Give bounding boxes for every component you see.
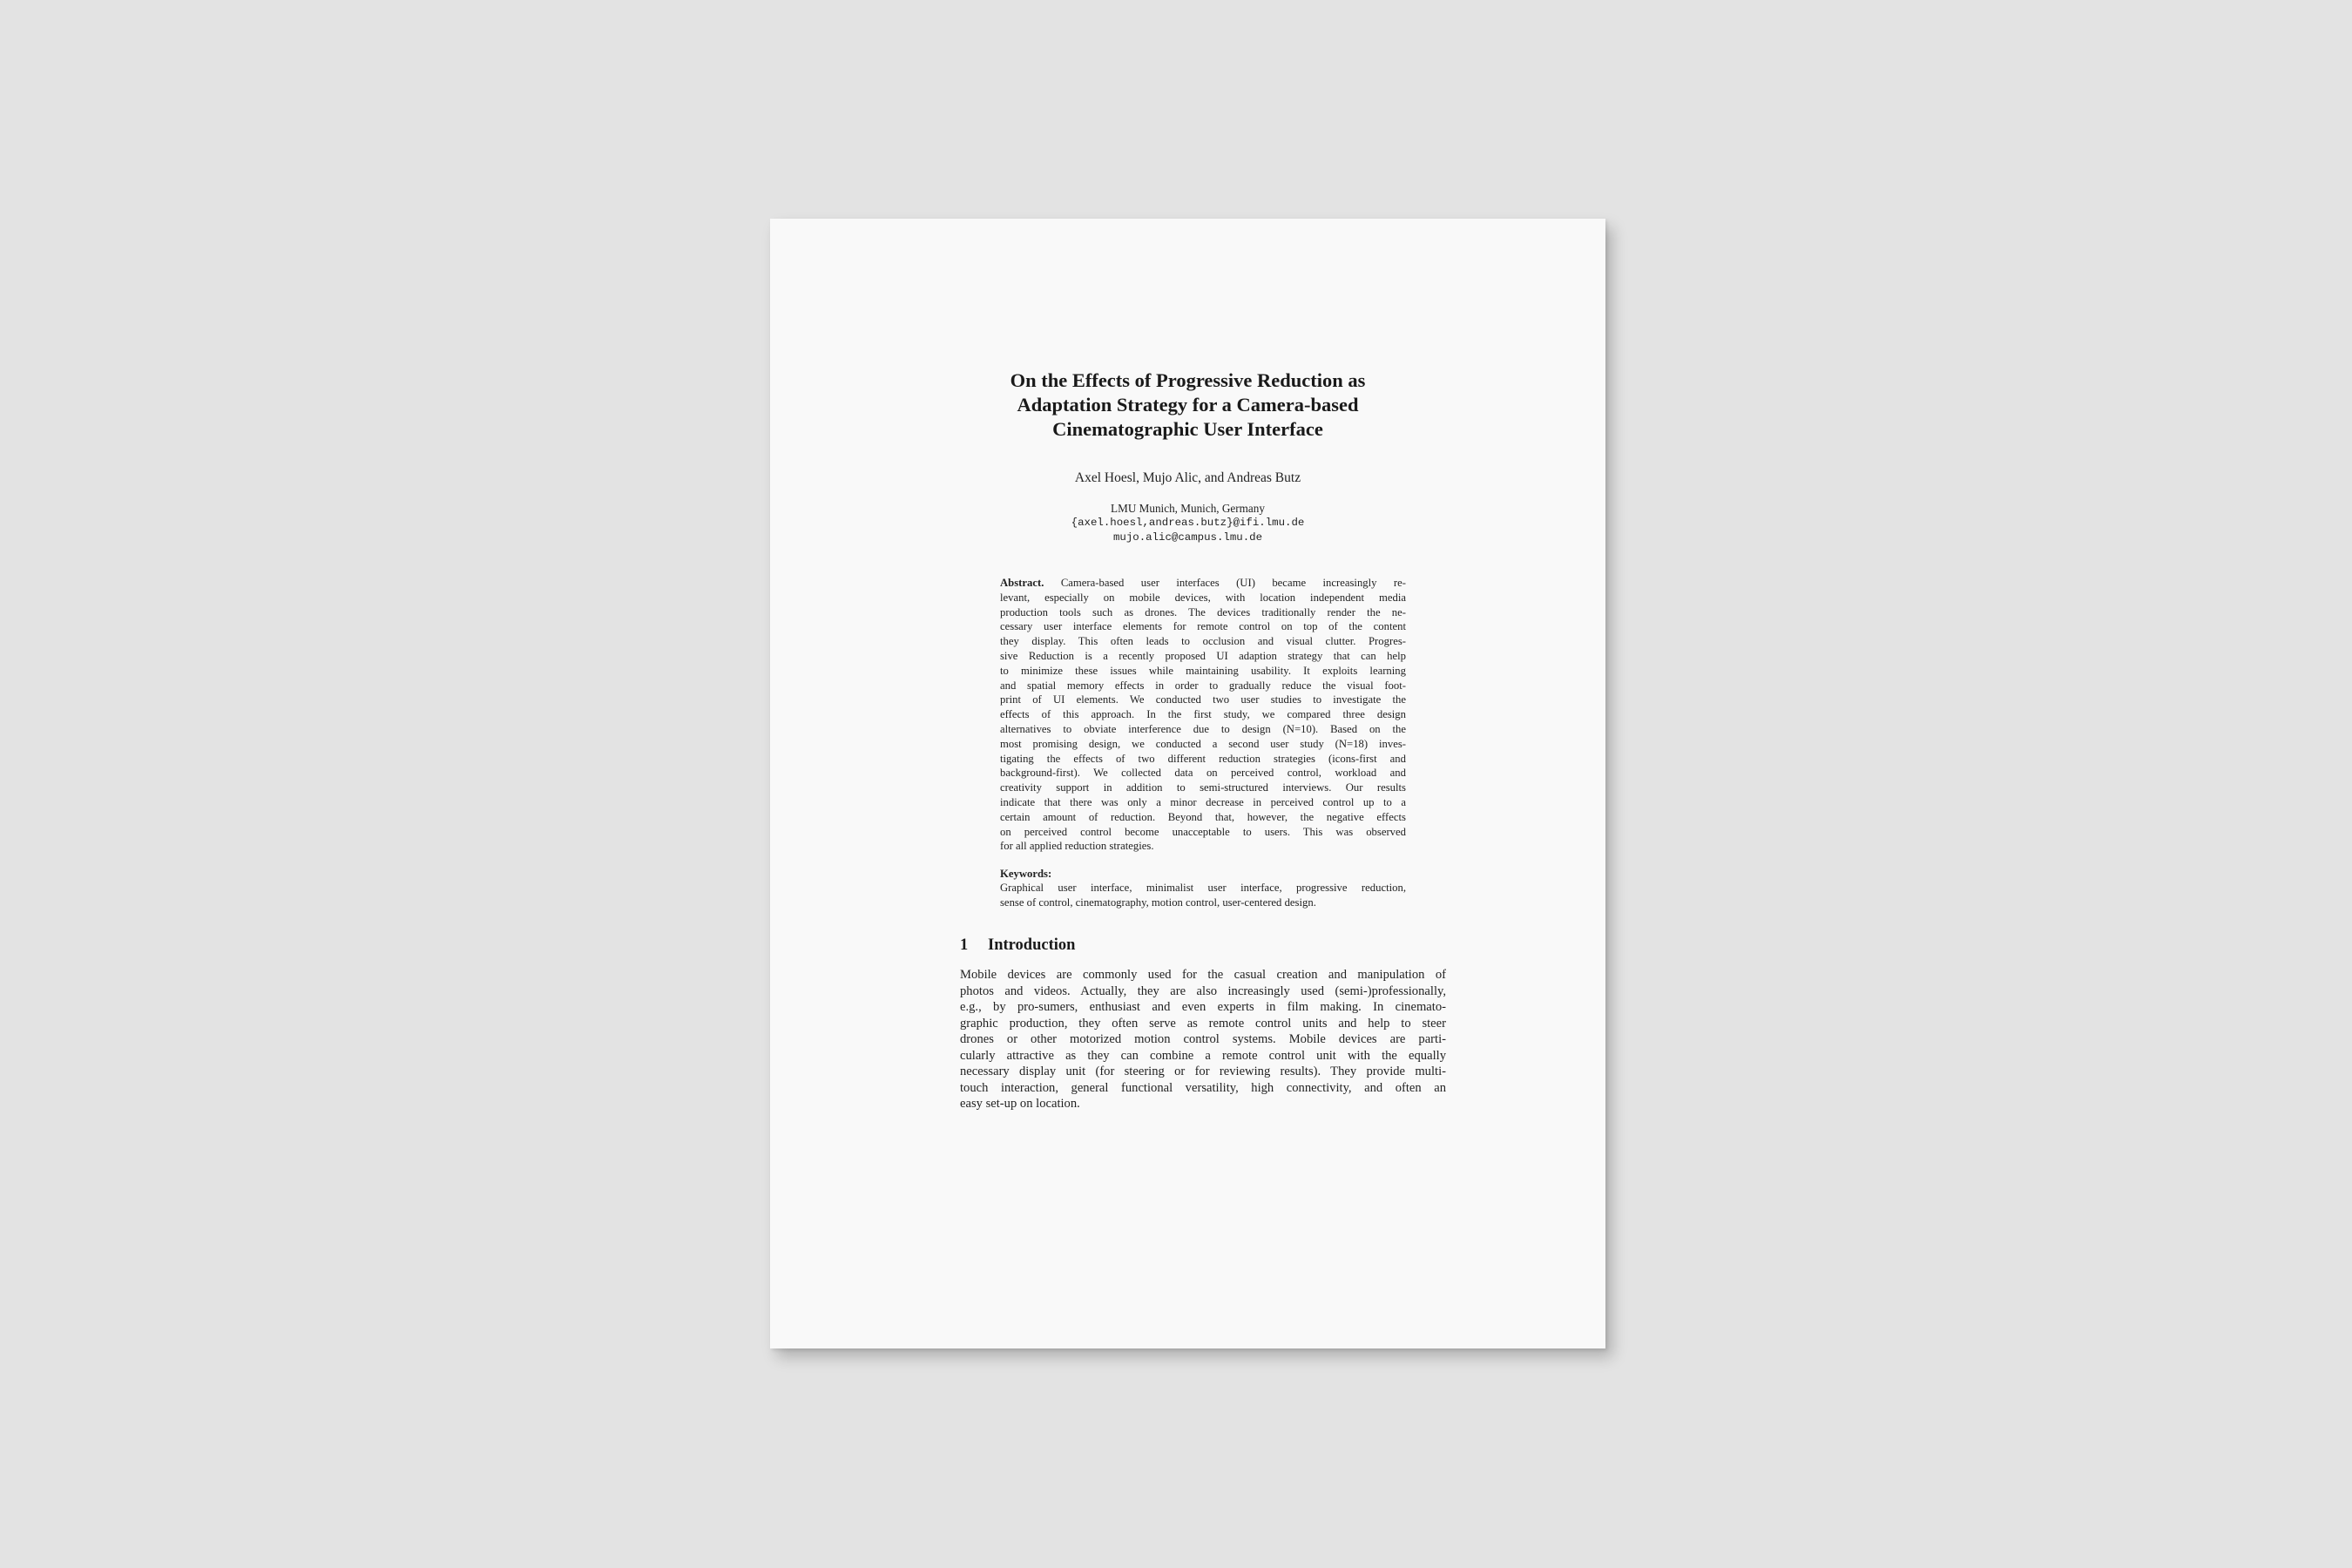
- abstract-line: indicate that there was only a minor decrease in perceived control up to a: [1000, 795, 1406, 808]
- abstract-line: alternatives to obviate interference due to design (N=10). Based on the: [1000, 722, 1406, 735]
- abstract-line: and spatial memory effects in order to gradually reduce the visual foot-: [1000, 679, 1406, 692]
- affiliation: LMU Munich, Munich, Germany: [1111, 502, 1265, 515]
- abstract: [1000, 576, 1406, 854]
- abstract-line: sive Reduction is a recently proposed UI adaption strategy that can help: [1000, 649, 1406, 662]
- body-line: touch interaction, general functional versatility, high connectivity, and often an: [960, 1080, 1446, 1095]
- abstract-line: print of UI elements. We conducted two user studies to investigate the: [1000, 693, 1406, 706]
- abstract-line: to minimize these issues while maintaining usability. It exploits learning: [1000, 664, 1406, 677]
- abstract-line: they display. This often leads to occlusion and visual clutter. Progres-: [1000, 635, 1406, 648]
- section-heading: [960, 936, 1075, 955]
- abstract-line: [1000, 576, 1406, 591]
- body-line: drones or other motorized motion control systems. Mobile devices are parti-: [960, 1032, 1446, 1046]
- abstract-line: most promising design, we conducted a second user study (N=18) inves-: [1000, 737, 1406, 750]
- introduction-paragraph: [960, 967, 1446, 1112]
- body-line: easy set-up on location.: [960, 1097, 1080, 1111]
- body-line: e.g., by pro-sumers, enthusiast and even experts in film making. In cinemato-: [960, 1000, 1446, 1014]
- abstract-line: certain amount of reduction. Beyond that, however, the negative effects: [1000, 810, 1406, 823]
- section-number: 1: [960, 936, 969, 954]
- title-line: Cinematographic User Interface: [1052, 418, 1323, 440]
- title-line: Adaptation Strategy for a Camera-based: [1017, 394, 1359, 416]
- abstract-line: creativity support in addition to semi-structured interviews. Our results: [1000, 781, 1406, 794]
- author-list: Axel Hoesl, Mujo Alic, and Andreas Butz: [1074, 470, 1301, 485]
- keywords: [1000, 881, 1406, 910]
- abstract-line: on perceived control become unacceptable to users. This was observed: [1000, 825, 1406, 838]
- abstract-line: effects of this approach. In the first study, we compared three design: [1000, 708, 1406, 721]
- abstract-line: cessary user interface elements for remote control on top of the content: [1000, 620, 1406, 633]
- author-email: mujo.alic@campus.lmu.de: [1112, 531, 1263, 544]
- abstract-line: tigating the effects of two different reduction strategies (icons-first and: [1000, 752, 1406, 765]
- body-line: photos and videos. Actually, they are also increasingly used (semi-)professionally,: [960, 983, 1446, 998]
- abstract-line: production tools such as drones. The devices traditionally render the ne-: [1000, 605, 1406, 618]
- affiliation-block: [770, 501, 1605, 545]
- abstract-line: background-first). We collected data on perceived control, workload and: [1000, 767, 1406, 780]
- body-line: cularly attractive as they can combine a remote control unit with the equally: [960, 1048, 1446, 1063]
- keywords-line: Graphical user interface, minimalist user interface, progressive reduction,: [1000, 882, 1406, 894]
- body-line: necessary display unit (for steering or for reviewing results). They provide multi-: [960, 1064, 1446, 1078]
- abstract-line: levant, especially on mobile devices, with location independent media: [1000, 591, 1406, 604]
- keywords-label: Keywords:: [1000, 868, 1052, 880]
- author-email: {axel.hoesl,andreas.butz}@ifi.lmu.de: [1071, 517, 1305, 529]
- abstract-label: Abstract.: [1000, 577, 1044, 589]
- paper-page: [770, 219, 1605, 1348]
- body-line: graphic production, they often serve as remote control units and help to steer: [960, 1016, 1446, 1031]
- body-line: Mobile devices are commonly used for the casual creation and manipulation of: [960, 968, 1446, 982]
- abstract-text: Camera-based user interfaces (UI) became increasingly re-: [1060, 577, 1407, 589]
- title-line: On the Effects of Progressive Reduction as: [1010, 369, 1366, 391]
- section-title: Introduction: [988, 936, 1076, 954]
- abstract-line: for all applied reduction strategies.: [1000, 840, 1154, 853]
- paper-title: [770, 368, 1605, 442]
- keywords-line: sense of control, cinematography, motion control, user-centered design.: [1000, 896, 1316, 909]
